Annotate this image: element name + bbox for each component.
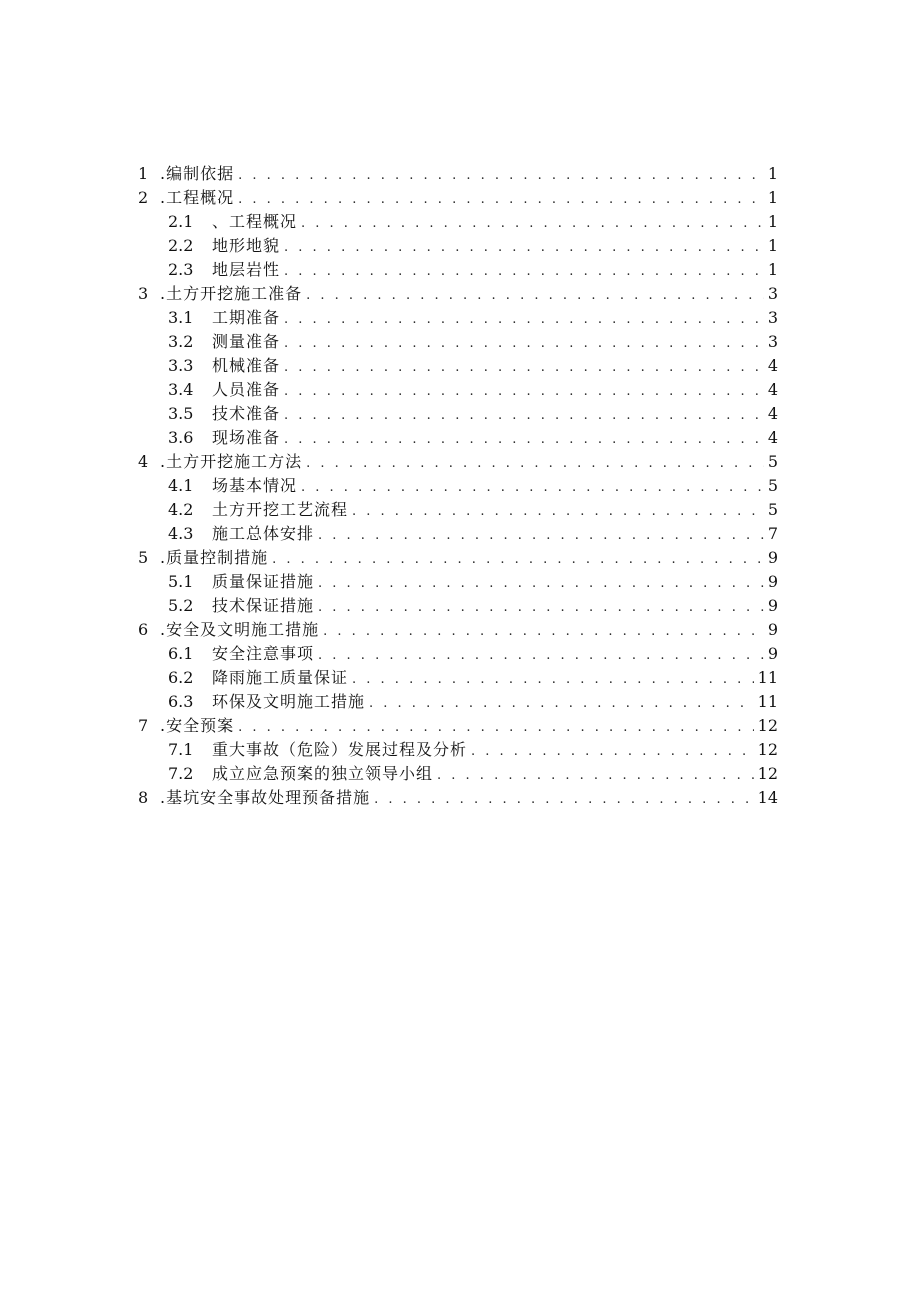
toc-dot-leader [318,644,764,668]
toc-entry-number: 7.2 [168,764,194,783]
toc-entry-title: 技术保证措施 [212,596,315,615]
toc-dot-leader [301,476,764,500]
toc-entry[interactable] [138,594,778,618]
toc-entry-number: 6.3 [168,692,194,711]
toc-entry[interactable] [138,234,778,258]
toc-entry-title: 测量准备 [212,332,281,351]
toc-entry[interactable] [138,162,778,186]
toc-entry-page-number: 1 [767,236,778,255]
toc-entry-page-number: 4 [767,404,778,423]
toc-entry-number: 5 [138,548,149,567]
toc-entry-title: .工程概况 [160,188,235,207]
toc-entry-number: 5.1 [168,572,194,591]
toc-entry[interactable] [138,354,778,378]
toc-entry-number: 5.2 [168,596,194,615]
toc-dot-leader [318,524,764,548]
toc-dot-leader [306,284,764,308]
toc-dot-leader [352,500,764,524]
toc-entry-title: .质量控制措施 [160,548,269,567]
toc-entry[interactable] [138,186,778,210]
toc-entry-page-number: 4 [767,428,778,447]
toc-entry[interactable] [138,738,778,762]
toc-entry-page-number: 4 [767,380,778,399]
toc-entry-number: 6.1 [168,644,194,663]
toc-entry-title: 施工总体安排 [212,524,315,543]
toc-entry-title: 现场准备 [212,428,281,447]
toc-entry[interactable] [138,618,778,642]
toc-entry-page-number: 9 [767,572,778,591]
toc-dot-leader [306,452,764,476]
toc-entry-page-number: 9 [767,596,778,615]
toc-entry-page-number: 12 [757,716,778,735]
toc-entry-number: 4.1 [168,476,194,495]
toc-entry-page-number: 1 [767,212,778,231]
toc-entry-page-number: 7 [767,524,778,543]
toc-entry-title: .安全及文明施工措施 [160,620,320,639]
toc-dot-leader [284,332,764,356]
toc-dot-leader [352,668,754,692]
toc-entry-number: 3.5 [168,404,194,423]
toc-entry-title: 重大事故（危险）发展过程及分析 [212,740,468,759]
toc-entry[interactable] [138,210,778,234]
toc-entry-title: .土方开挖施工准备 [160,284,303,303]
toc-dot-leader [272,548,764,572]
toc-entry-page-number: 5 [767,452,778,471]
toc-entry-page-number: 5 [767,476,778,495]
toc-dot-leader [323,620,764,644]
toc-entry-page-number: 12 [757,740,778,759]
toc-entry-number: 3.2 [168,332,194,351]
toc-entry-title: 地层岩性 [212,260,281,279]
toc-entry[interactable] [138,690,778,714]
toc-dot-leader [284,308,764,332]
toc-entry-number: 3.1 [168,308,194,327]
toc-entry-title: 机械准备 [212,356,281,375]
toc-entry-number: 3.4 [168,380,194,399]
toc-dot-leader [284,428,764,452]
toc-entry-number: 8 [138,788,149,807]
toc-entry[interactable] [138,402,778,426]
toc-entry-page-number: 4 [767,356,778,375]
toc-entry-title: 成立应急预案的独立领导小组 [212,764,434,783]
toc-entry-title: 、工程概况 [212,212,298,231]
toc-dot-leader [369,692,754,716]
toc-entry-number: 2.1 [168,212,194,231]
toc-entry-title: .安全预案 [160,716,235,735]
toc-entry-page-number: 3 [767,308,778,327]
toc-entry-title: 地形地貌 [212,236,281,255]
toc-dot-leader [284,236,764,260]
toc-entry-number: 4.3 [168,524,194,543]
toc-dot-leader [284,380,764,404]
toc-entry-number: 7 [138,716,149,735]
toc-entry-page-number: 9 [767,620,778,639]
toc-entry[interactable] [138,378,778,402]
toc-entry-page-number: 12 [757,764,778,783]
toc-entry-number: 1 [138,164,149,183]
toc-entry-title: 人员准备 [212,380,281,399]
toc-entry-page-number: 1 [767,164,778,183]
toc-entry[interactable] [138,786,778,810]
toc-entry[interactable] [138,258,778,282]
toc-dot-leader [374,788,754,812]
toc-entry-number: 3.6 [168,428,194,447]
toc-entry-page-number: 11 [757,692,778,711]
toc-dot-leader [284,404,764,428]
toc-entry[interactable] [138,282,778,306]
toc-entry[interactable] [138,762,778,786]
toc-entry-page-number: 14 [757,788,778,807]
toc-entry-page-number: 9 [767,548,778,567]
toc-entry[interactable] [138,426,778,450]
toc-dot-leader [284,356,764,380]
toc-entry[interactable] [138,642,778,666]
toc-entry-title: 安全注意事项 [212,644,315,663]
toc-entry-title: 环保及文明施工措施 [212,692,366,711]
toc-entry-title: .土方开挖施工方法 [160,452,303,471]
toc-dot-leader [437,764,754,788]
toc-entry-page-number: 1 [767,188,778,207]
toc-entry[interactable] [138,570,778,594]
toc-entry-number: 4 [138,452,149,471]
table-of-contents [138,162,778,810]
toc-entry-title: .编制依据 [160,164,235,183]
toc-dot-leader [238,188,764,212]
toc-entry-number: 6.2 [168,668,194,687]
toc-entry-page-number: 5 [767,500,778,519]
toc-entry-title: 质量保证措施 [212,572,315,591]
toc-entry-title: .基坑安全事故处理预备措施 [160,788,371,807]
toc-entry[interactable] [138,714,778,738]
toc-entry-page-number: 11 [757,668,778,687]
toc-entry[interactable] [138,522,778,546]
toc-dot-leader [318,572,764,596]
toc-entry-page-number: 3 [767,332,778,351]
toc-entry-title: 技术准备 [212,404,281,423]
toc-entry[interactable] [138,306,778,330]
toc-entry-number: 4.2 [168,500,194,519]
toc-entry-number: 3 [138,284,149,303]
toc-dot-leader [238,164,764,188]
toc-entry-number: 3.3 [168,356,194,375]
toc-entry-number: 2.3 [168,260,194,279]
toc-dot-leader [284,260,764,284]
toc-entry[interactable] [138,498,778,522]
toc-entry-page-number: 3 [767,284,778,303]
toc-entry-title: 场基本情况 [212,476,298,495]
toc-entry-number: 2.2 [168,236,194,255]
toc-entry[interactable] [138,330,778,354]
toc-dot-leader [301,212,764,236]
toc-entry-number: 2 [138,188,149,207]
toc-entry-page-number: 9 [767,644,778,663]
toc-entry[interactable] [138,474,778,498]
toc-entry[interactable] [138,450,778,474]
toc-entry-title: 工期准备 [212,308,281,327]
toc-entry-title: 降雨施工质量保证 [212,668,349,687]
toc-entry[interactable] [138,546,778,570]
toc-entry-number: 7.1 [168,740,194,759]
toc-entry-page-number: 1 [767,260,778,279]
toc-dot-leader [318,596,764,620]
toc-entry-number: 6 [138,620,149,639]
toc-entry[interactable] [138,666,778,690]
toc-dot-leader [471,740,754,764]
toc-entry-title: 土方开挖工艺流程 [212,500,349,519]
toc-dot-leader [238,716,754,740]
